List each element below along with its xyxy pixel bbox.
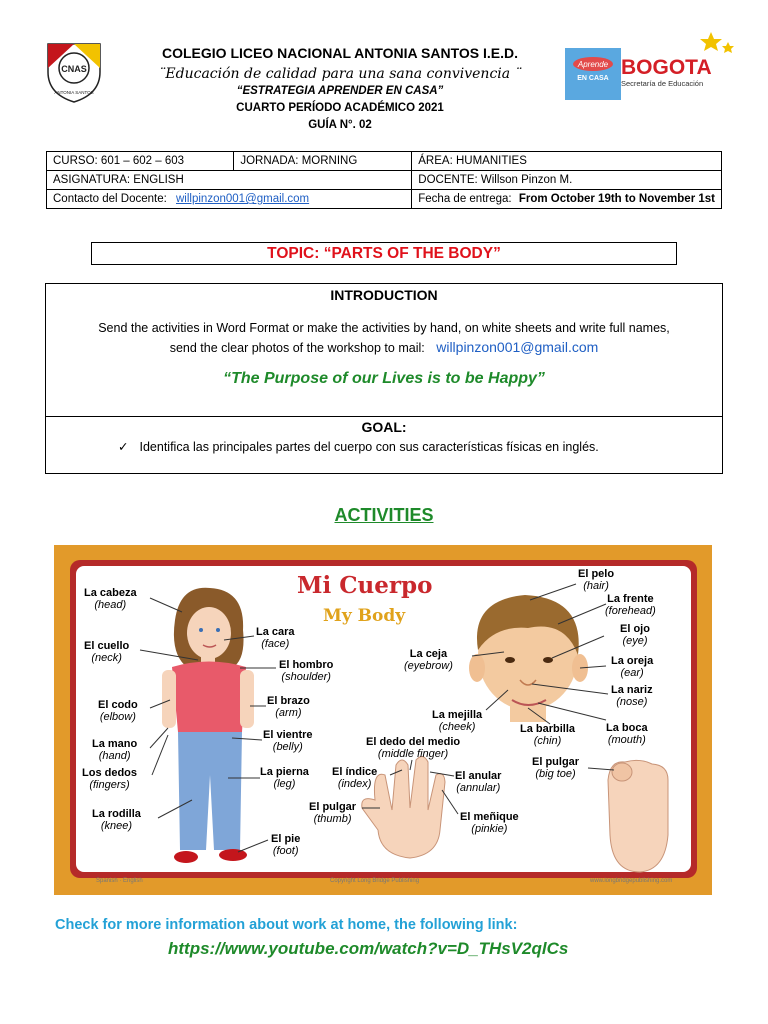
fecha-label: Fecha de entrega:	[418, 193, 512, 205]
bogota-sub: Secretaría de Educación	[621, 79, 704, 88]
school-logo-banner: ANTONIA SANTOS	[54, 90, 94, 95]
poster-footer-left: Spanish · English	[96, 878, 143, 884]
poster-title-en: My Body	[323, 606, 406, 626]
asignatura-cell: ASIGNATURA: ENGLISH	[47, 171, 412, 190]
school-name: COLEGIO LICEO NACIONAL ANTONIA SANTOS I.E.D.	[162, 45, 518, 61]
poster-footer-center: Copyright Long Bridge Publishing	[330, 878, 420, 884]
label-thumb: El pulgar (thumb)	[309, 801, 357, 825]
docente-cell: DOCENTE: Willson Pinzon M.	[412, 171, 722, 190]
badge-text-1: Aprende	[577, 60, 609, 69]
contacto-label: Contacto del Docente:	[53, 193, 167, 205]
label-arm: El brazo (arm)	[267, 695, 310, 719]
girl-illustration	[162, 588, 254, 863]
youtube-link[interactable]: https://www.youtube.com/watch?v=D_THsV2qlCs	[168, 939, 569, 958]
label-chin: La barbilla (chin)	[520, 723, 576, 747]
label-fingers: Los dedos (fingers)	[82, 767, 138, 791]
label-middle-finger: El dedo del medio (middle finger)	[366, 736, 461, 760]
guide-number: GUÍA N°. 02	[308, 119, 372, 131]
label-pinkie: El meñique (pinkie)	[460, 811, 519, 835]
introduction-line-2: send the clear photos of the workshop to mail:	[169, 341, 425, 355]
activities-title: ACTIVITIES	[334, 505, 434, 525]
label-eyebrow: La ceja (eyebrow)	[404, 648, 453, 672]
label-head: La cabeza (head)	[84, 587, 137, 611]
school-logo-text: CNAS	[61, 64, 87, 74]
area-cell: ÁREA: HUMANITIES	[412, 152, 722, 171]
label-hand: La mano (hand)	[92, 738, 138, 762]
introduction-title: INTRODUCTION	[330, 287, 438, 303]
school-motto: ¨Educación de calidad para una sana convivencia ¨	[158, 66, 522, 82]
checkmark-icon: ✓	[118, 440, 129, 454]
foot-illustration	[608, 760, 668, 872]
period-title: CUARTO PERÍODO ACADÉMICO 2021	[236, 102, 444, 114]
label-hair: El pelo (hair)	[578, 568, 615, 592]
introduction-line-1: Send the activities in Word Format or make the activities by hand, on white sheets and write full names,	[98, 321, 670, 335]
label-knee: La rodilla (knee)	[92, 808, 141, 832]
label-ear: La oreja (ear)	[611, 655, 654, 679]
motivational-quote: “The Purpose of our Lives is to be Happy”	[223, 370, 545, 387]
label-face: La cara (face)	[256, 626, 295, 650]
poster-footer-right: www.longbridgepublishing.com	[590, 878, 673, 884]
label-leg: La pierna (leg)	[260, 766, 309, 790]
introduction-email-link[interactable]: willpinzon001@gmail.com	[436, 339, 599, 355]
badge-text-2: EN CASA	[577, 75, 609, 82]
goal-text: Identifica las principales partes del cuerpo con sus características físicas en inglés.	[139, 440, 599, 454]
label-cheek: La mejilla (cheek)	[432, 709, 483, 733]
goal-title: GOAL:	[361, 419, 407, 435]
label-belly: El vientre (belly)	[263, 729, 313, 753]
label-neck: El cuello (neck)	[84, 640, 130, 664]
label-nose: La nariz (nose)	[611, 684, 653, 708]
jornada-cell: JORNADA: MORNING	[234, 152, 412, 171]
label-shoulder: El hombro (shoulder)	[279, 659, 334, 683]
label-eye: El ojo (eye)	[620, 623, 650, 647]
label-mouth: La boca (mouth)	[606, 722, 648, 746]
poster-title-es: Mi Cuerpo	[297, 572, 433, 599]
label-forehead: La frente (forehead)	[605, 593, 656, 617]
label-big-toe: El pulgar (big toe)	[532, 756, 580, 780]
label-annular: El anular (annular)	[455, 770, 502, 794]
bogota-word: BOGOTA	[621, 56, 712, 79]
curso-cell: CURSO: 601 – 602 – 603	[47, 152, 234, 171]
topic-title: TOPIC: “PARTS OF THE BODY”	[91, 242, 677, 265]
fecha-value: From October 19th to November 1st	[518, 193, 715, 205]
contacto-email-link[interactable]: willpinzon001@gmail.com	[176, 193, 310, 205]
boy-face-illustration	[469, 595, 588, 722]
label-elbow: El codo (elbow)	[98, 699, 138, 723]
label-index: El índice (index)	[332, 766, 378, 790]
strategy-title: “ESTRATEGIA APRENDER EN CASA”	[236, 85, 444, 97]
more-info-text: Check for more information about work at home, the following link:	[55, 917, 518, 933]
label-foot: El pie (foot)	[271, 833, 301, 857]
